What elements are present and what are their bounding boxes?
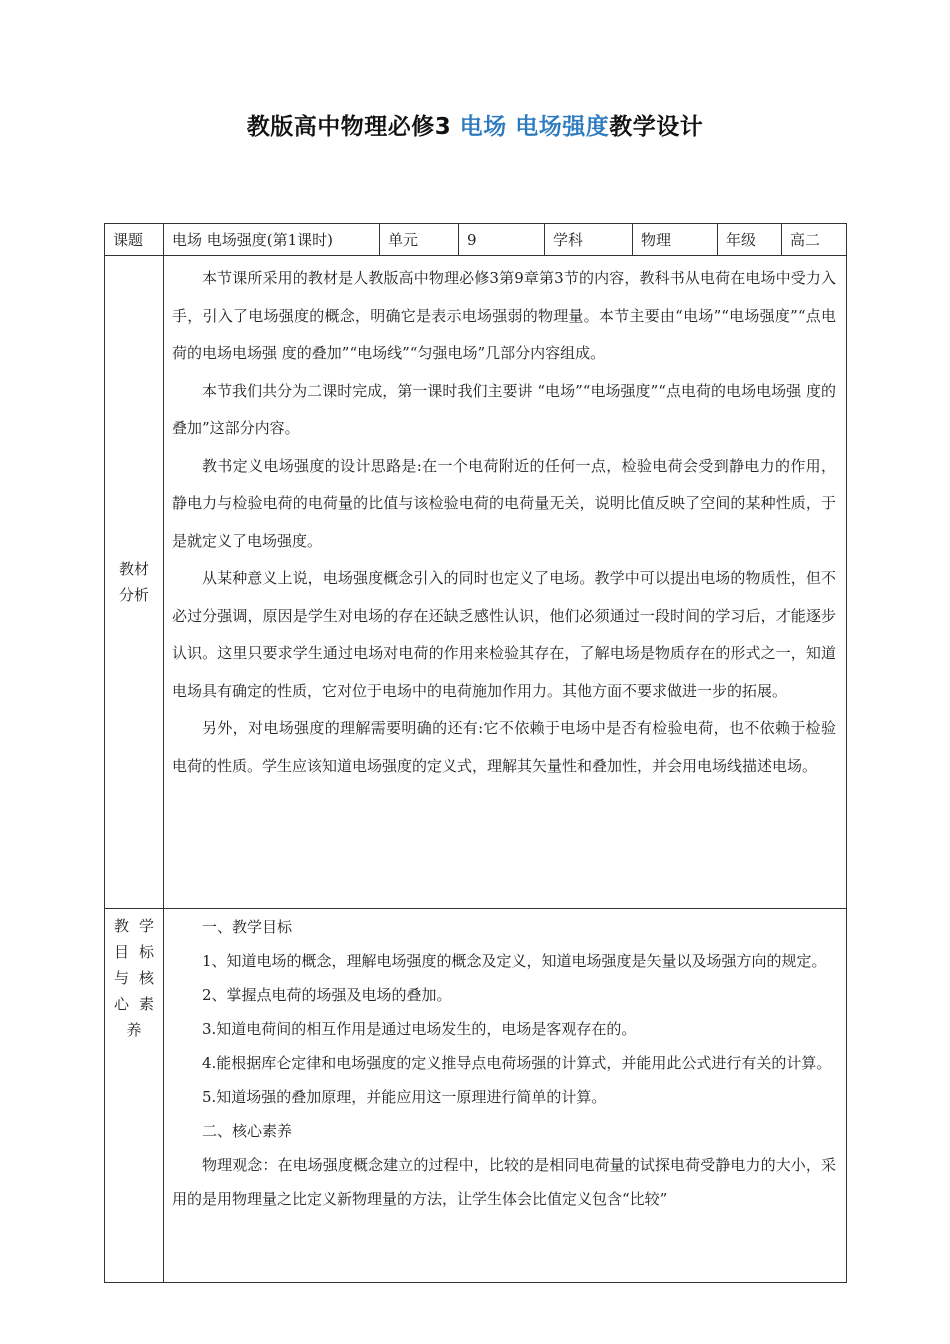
analysis-content	[164, 256, 847, 909]
page-title	[0, 108, 950, 141]
goals-paragraph: 3.知道电荷间的相互作用是通过电场发生的，电场是客观存在的。	[202, 1020, 637, 1038]
goals-paragraph: 2、掌握点电荷的场强及电场的叠加。	[202, 986, 452, 1004]
goals-paragraph: 5.知道场强的叠加原理，并能应用这一原理进行简单的计算。	[202, 1088, 607, 1106]
goals-paragraph: 4.能根据库仑定律和电场强度的定义推导点电荷场强的计算式，并能用此公式进行有关的计算。	[202, 1054, 832, 1072]
goals-label	[105, 909, 164, 1283]
analysis-label-line2: 分析	[118, 586, 149, 604]
goals-content	[164, 909, 847, 1283]
title-part3: 电场强度	[515, 114, 610, 140]
analysis-row	[105, 256, 847, 909]
analysis-paragraph: 教书定义电场强度的设计思路是:在一个电荷附近的任何一点，检验电荷会受到静电力的作用，静电力与检验电荷的电荷量的比值与该检验电荷的电荷量无关，说明比值反映了空间的某种性质，于是就定义了电场强度。	[172, 456, 836, 550]
topic-value: 电场 电场强度(第1课时)	[164, 224, 380, 256]
goals-label-line: 目 标	[114, 943, 154, 961]
goals-label-line: 教 学	[114, 917, 154, 935]
title-part1: 教版高中物理必修3	[246, 114, 452, 140]
lesson-plan-table	[104, 223, 847, 1283]
title-part4: 教学设计	[609, 114, 704, 140]
goals-row	[105, 909, 847, 1283]
analysis-paragraph: 本节课所采用的教材是人教版高中物理必修3第9章第3节的内容，教科书从电荷在电场中受力入手，引入了电场强度的概念，明确它是表示电场强弱的物理量。本节主要由“电场”“电场强度”“点电荷的电场电场强 度的叠加”“电场线”“匀强电场”几部分内容组成。	[172, 269, 836, 362]
grade-label: 年级	[718, 224, 782, 256]
goals-paragraph: 1、知道电场的概念，理解电场强度的概念及定义，知道电场强度是矢量以及场强方向的规定。	[202, 952, 827, 970]
goals-label-line: 与 核	[114, 969, 154, 987]
goals-label-line: 心 素	[114, 995, 154, 1013]
analysis-label	[105, 256, 164, 909]
subject-label: 学科	[545, 224, 633, 256]
grade-value: 高二	[782, 224, 847, 256]
goals-heading: 一、教学目标	[202, 918, 293, 936]
unit-value: 9	[459, 224, 545, 256]
analysis-label-line1: 教材	[118, 560, 149, 578]
subject-value: 物理	[633, 224, 718, 256]
header-row	[105, 224, 847, 256]
title-part2: 电场	[459, 114, 507, 140]
topic-label: 课题	[105, 224, 164, 256]
analysis-paragraph: 另外，对电场强度的理解需要明确的还有:它不依赖于电场中是否有检验电荷，也不依赖于检验电荷的性质。学生应该知道电场强度的定义式，理解其矢量性和叠加性，并会用电场线描述电场。	[172, 719, 836, 775]
goals-paragraph: 物理观念：在电场强度概念建立的过程中，比较的是相同电荷量的试探电荷受静电力的大小，采用的是用物理量之比定义新物理量的方法，让学生体会比值定义包含“比较”	[172, 1156, 836, 1208]
goals-heading: 二、核心素养	[202, 1122, 293, 1140]
goals-label-line: 养	[126, 1021, 142, 1039]
analysis-paragraph: 从某种意义上说，电场强度概念引入的同时也定义了电场。教学中可以提出电场的物质性，但不必过分强调，原因是学生对电场的存在还缺乏感性认识，他们必须通过一段时间的学习后，才能逐步认识。这里只要求学生通过电场对电荷的作用来检验其存在，了解电场是物质存在的形式之一，知道电场具有确定的性质，它对位于电场中的电荷施加作用力。其他方面不要求做进一步的拓展。	[172, 569, 836, 700]
unit-label: 单元	[380, 224, 459, 256]
analysis-paragraph: 本节我们共分为二课时完成，第一课时我们主要讲 “电场”“电场强度”“点电荷的电场电场强 度的叠加”这部分内容。	[172, 381, 836, 437]
